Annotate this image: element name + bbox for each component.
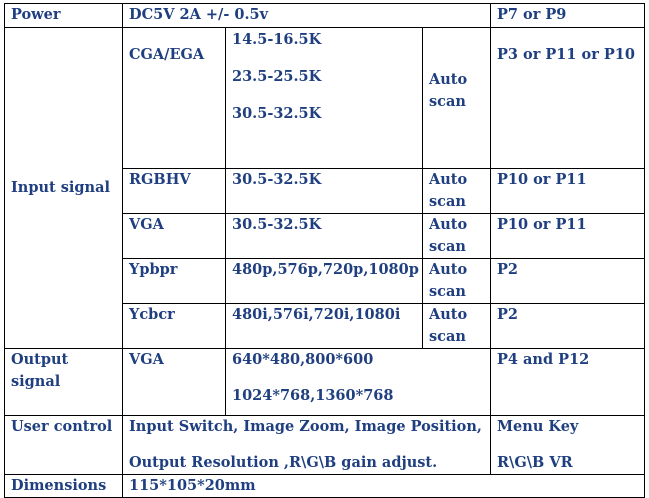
ycbcr-freq: 480i,576i,720i,1080i — [226, 304, 423, 349]
vga-input-freq: 30.5-32.5K — [226, 214, 423, 259]
spec-table — [4, 3, 645, 498]
ypbpr-mode — [423, 259, 491, 304]
vga-input-name: VGA — [123, 214, 226, 259]
cga-ega-freq-2: 23.5-25.5K — [232, 68, 322, 85]
cga-ega-mode-2: scan — [429, 93, 466, 110]
input-signal-label: Input signal — [5, 28, 123, 349]
output-signal-name: VGA — [123, 349, 226, 416]
user-control-function-1: Input Switch, Image Zoom, Image Position, — [129, 418, 482, 435]
power-pin: P7 or P9 — [491, 4, 645, 28]
power-spec: DC5V 2A +/- 0.5v — [123, 4, 491, 28]
cga-ega-freq-1: 14.5-16.5K — [232, 31, 322, 48]
user-control-keys — [491, 416, 645, 475]
ycbcr-name: Ycbcr — [123, 304, 226, 349]
output-resolution-1: 640*480,800*600 — [232, 351, 374, 368]
rgbhv-pin: P10 or P11 — [491, 169, 645, 214]
user-control-key-2: R\G\B VR — [497, 454, 573, 471]
output-signal-label-1: Output — [11, 351, 69, 368]
user-control-row — [5, 416, 645, 475]
user-control-functions — [123, 416, 491, 475]
output-resolution-2: 1024*768,1360*768 — [232, 387, 394, 404]
rgbhv-name: RGBHV — [123, 169, 226, 214]
power-label: Power — [5, 4, 123, 28]
ypbpr-mode-1: Auto — [429, 261, 468, 278]
rgbhv-mode-2: scan — [429, 193, 466, 210]
ypbpr-pin: P2 — [491, 259, 645, 304]
vga-input-mode — [423, 214, 491, 259]
cga-ega-freq-3: 30.5-32.5K — [232, 105, 322, 122]
cga-ega-row — [5, 28, 645, 169]
dimensions-value: 115*105*20mm — [123, 475, 645, 498]
output-signal-row — [5, 349, 645, 416]
dimensions-label: Dimensions — [5, 475, 123, 498]
vga-input-mode-2: scan — [429, 238, 466, 255]
rgbhv-freq: 30.5-32.5K — [226, 169, 423, 214]
ycbcr-mode-1: Auto — [429, 306, 468, 323]
ypbpr-name: Ypbpr — [123, 259, 226, 304]
user-control-function-2: Output Resolution ,R\G\B gain adjust. — [129, 454, 438, 471]
vga-input-mode-1: Auto — [429, 216, 468, 233]
ypbpr-mode-2: scan — [429, 283, 466, 300]
vga-input-pin: P10 or P11 — [491, 214, 645, 259]
rgbhv-mode-1: Auto — [429, 171, 468, 188]
cga-ega-name-text: CGA/EGA — [129, 46, 205, 63]
output-signal-pin: P4 and P12 — [491, 349, 645, 416]
dimensions-row — [5, 475, 645, 498]
rgbhv-mode — [423, 169, 491, 214]
ycbcr-mode — [423, 304, 491, 349]
cga-ega-pin — [491, 28, 645, 169]
power-row — [5, 4, 645, 28]
cga-ega-freqs — [226, 28, 423, 169]
ypbpr-freq: 480p,576p,720p,1080p — [226, 259, 423, 304]
ycbcr-mode-2: scan — [429, 328, 466, 345]
user-control-label: User control — [5, 416, 123, 475]
output-resolutions — [226, 349, 491, 416]
ycbcr-pin: P2 — [491, 304, 645, 349]
cga-ega-mode — [423, 28, 491, 169]
user-control-key-1: Menu Key — [497, 418, 579, 435]
cga-ega-mode-1: Auto — [429, 71, 468, 88]
output-signal-label-2: signal — [11, 373, 61, 390]
cga-ega-pin-text: P3 or P11 or P10 — [497, 46, 635, 63]
output-signal-label — [5, 349, 123, 416]
cga-ega-name — [123, 28, 226, 169]
